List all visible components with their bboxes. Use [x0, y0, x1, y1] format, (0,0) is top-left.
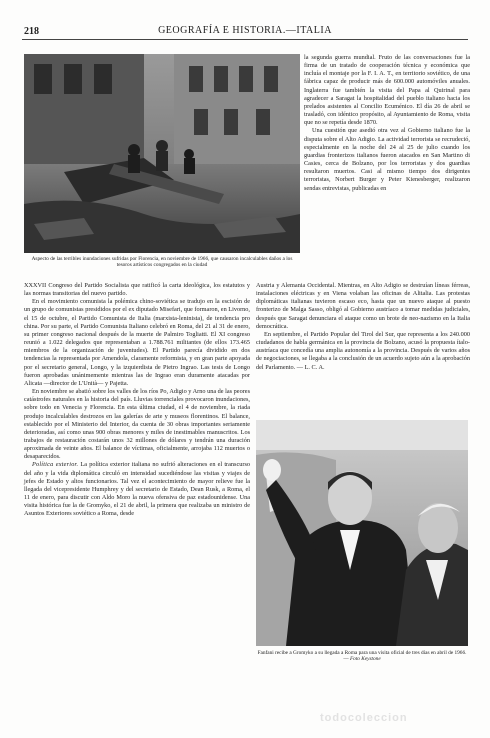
gromyko-photo	[256, 420, 468, 646]
section-text: La política exterior italiana no sufrió alteraciones en el transcurso del año y la vida diplomática circuló en intensidad sucediéndose las visitas y viajes de jefes de Estado y altos funcionarios. Tal vez el acontecimiento de mayor relieve fue la llegada del vicepresidente Humphrey y del secretario de Estado, Dean Rusk, a Roma, el 11 de enero, para discutir con Aldo Moro la nueva ofensiva de paz estadounidense. Una visita histórica fue la de Gromyko, el 21 de abril, la primera que realizaba un ministro de Asuntos Exteriores soviético a Roma, desde	[24, 461, 251, 518]
watermark: todocoleccion	[320, 712, 408, 724]
photo-credit: Foto Keystone	[349, 656, 381, 663]
section-paragraph	[24, 461, 250, 518]
page-number: 218	[24, 26, 39, 37]
gromyko-photo-caption	[256, 650, 468, 663]
paragraph: Austria y Alemania Occidental. Mientras, en Alto Adigio se destruían líneas férreas, instalaciones eléctricas y en Viena volaban las oficinas de Alitalia. Las protestas diplomáticas italianas tuvieron escaso eco, hasta que un nuevo ataque al puesto fronterizo de Malga Sasso, obligó al Gobierno austríaco a tomar medidas judiciales, después que Saragat denunciara el ataque como un brote de neo-nazismo en la Italia democrática.	[256, 282, 470, 330]
paragraph: XXXVII Congreso del Partido Socialista que ratificó la carta ideológica, los estatutos y las normas transitorias del nuevo partido.	[24, 282, 250, 298]
paragraph: la segunda guerra mundial. Fruto de las conversaciones fue la firma de un tratado de cooperación técnica y económica que incluía el montaje por la F. I. A. T., en territorio soviético, de una fábrica capaz de producir más de 600.000 automóviles anuales. Inglaterra fue también la visita del Papa al Quirinal para agradecer a Saragat la hospitalidad del pueblo italiano hacia los prelados asistentes al Concilio Ecuménico. El día 26 de abril se trasladó, con idéntico propósito, al Ayuntamiento de Roma, visita que no se repetía desde 1870.	[304, 54, 470, 127]
flood-photo-caption: Aspecto de las terribles inundaciones sufridas por Florencia, en noviembre de 1966, que causaron incalculables daños a los tesoros artísticos congregados en la ciudad	[31, 256, 293, 269]
paragraph: Una cuestión que asedió otra vez al Gobierno italiano fue la disputa sobre el Alto Adigio. La actividad terrorista se recrudeció, especialmente en la noche del 24 al 25 de julio cuando los guardias fronterizos italianos fueron atacados en San Martino di Casies, cerca de Bolzano, por los terroristas y dos guardias resultaron muertos. Casi al mismo tiempo dos dirigentes terroristas, Norbert Burger y Peter Kienesberger, realizaron sendas entrevistas, publicadas en	[304, 127, 470, 192]
flood-photo	[24, 54, 300, 253]
left-column	[24, 282, 250, 519]
paragraph: En el movimiento comunista la polémica chino-soviética se tradujo en la escisión de un grupo de comunistas presididos por el ex diputado Misefari, que formaron, en Livorno, el 15 de octubre, el Partido Comunista de Italia (marxista-leninista), de tendencia pro china. Por su parte, el Partido Comunista Italiano celebró en Roma, del 21 al 31 de enero, su primer congreso nacional después de la muerte de Palmiro Togliatti. El XI congreso reunió a 1.022 delegados que representaban a 1.788.761 militantes (de ellos 173.465 miembros de la organización de juventudes). El Partido parecía dividido en dos tendencias la representada por Amendola, claramente reformista, y en gran parte apoyada por el secretario general, Longo, y la izquierdista de Pietro Ingrao. Las tesis de Longo fueron aprobadas unánimemente mientras las de Ingrao eran duramente atacadas por Alicata —director de L'Unità— y Pajetta.	[24, 298, 250, 387]
header-rule	[22, 39, 468, 40]
paragraph: En noviembre se abatió sobre los valles de los ríos Po, Adigio y Arno una de las peores catástrofes naturales en la historia del país. Lluvias torrenciales provocaron inundaciones, sobre todo en Venecia y Florencia. En esta última ciudad, el 4 de noviembre, la riada produjo incalculables destrozos en las galerías de arte y museos florentinos. El balance, establecido por el Ministerio del Interior, da cuenta de 30 obras importantes seriamente deterioradas, así como unas 900 obras menores y miles de inestimables manuscritos. Los trabajos de restauración costarán unos 32 millones de dólares y tendrán una duración aproximada de veinte años. El balance de víctimas, oficialmente, arrojaba 112 muertos o desaparecidos.	[24, 388, 250, 461]
right-column-top	[304, 54, 470, 193]
paragraph: En septiembre, el Partido Popular del Tirol del Sur, que representa a los 240.000 ciudadanos de habla germánica en la provincia de Bolzano, acusó la propuesta ítalo-austríaca que concedía una amplia autonomía a la provincia. Después de varios años de negociaciones, se llegaba a la conclusión de un acuerdo sujeto aún a la aprobación del Parlamento. — L. C. A.	[256, 330, 470, 371]
section-heading: Política exterior.	[32, 461, 79, 469]
right-column-bottom	[256, 282, 470, 372]
caption-text: Fanfani recibe a Gromyko a su llegada a Roma para una visita oficial de tres días en abril de 1966. —	[257, 650, 467, 663]
running-title: GEOGRAFÍA E HISTORIA.—ITALIA	[158, 25, 332, 36]
